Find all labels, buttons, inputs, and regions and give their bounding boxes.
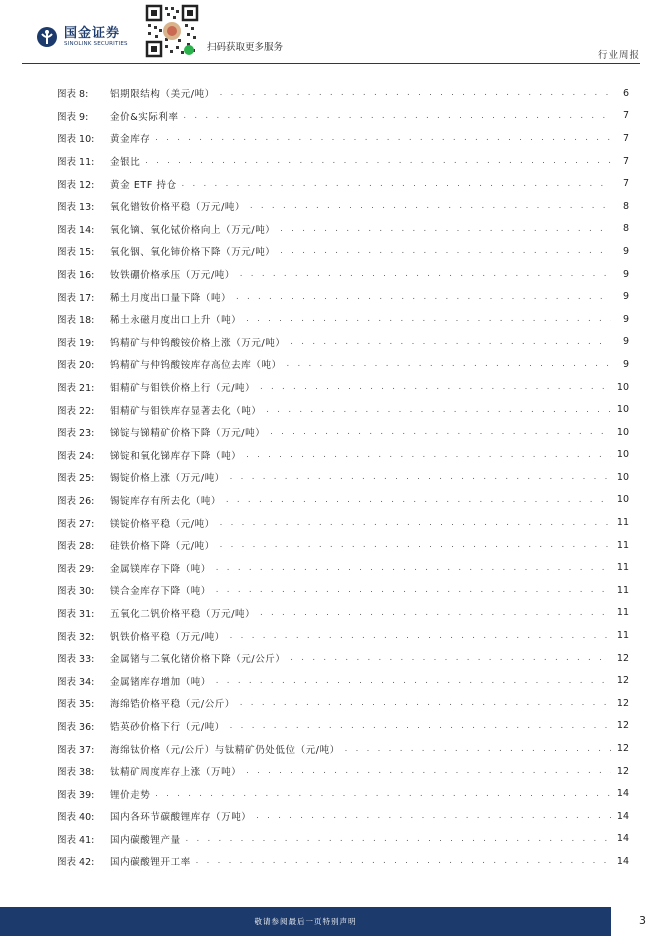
- toc-entry-page: 11: [616, 517, 629, 529]
- toc-entry[interactable]: [57, 308, 629, 331]
- toc-entry-label: 图表 13:: [57, 202, 95, 214]
- toc-entry[interactable]: [57, 127, 629, 150]
- toc-entry-page: 14: [616, 810, 629, 822]
- qr-caption: 扫码获取更多服务: [207, 42, 284, 53]
- toc-entry-title: 金属锗与二氧化锗价格下降（元/公斤）: [110, 654, 286, 666]
- toc-entry-label: 图表 9:: [57, 111, 89, 123]
- toc-entry-title: 海绵锆价格平稳（元/公斤）: [110, 699, 236, 711]
- toc-dot-leader: [229, 473, 611, 481]
- toc-entry[interactable]: [57, 105, 629, 128]
- toc-entry-title: 金价&实际利率: [110, 111, 179, 123]
- qr-code-icon[interactable]: [145, 4, 199, 58]
- toc-entry-page: 11: [616, 562, 629, 574]
- toc-entry[interactable]: [57, 466, 629, 489]
- toc-entry-label: 图表 33:: [57, 654, 95, 666]
- toc-entry-title: 稀土永磁月度出口上升（吨）: [110, 315, 242, 327]
- toc-dot-leader: [154, 790, 611, 798]
- toc-entry[interactable]: [57, 850, 629, 873]
- toc-dot-leader: [195, 857, 611, 865]
- toc-entry[interactable]: [57, 331, 629, 354]
- toc-entry-page: 11: [616, 630, 629, 642]
- logo-english-name: SINOLINK SECURITIES: [64, 40, 128, 47]
- page-number: 3: [639, 914, 646, 927]
- toc-dot-leader: [245, 451, 611, 459]
- toc-entry-page: 10: [616, 404, 629, 416]
- toc-entry-title: 锡锭库存有所去化（吨）: [110, 495, 222, 507]
- toc-entry-label: 图表 28:: [57, 541, 95, 553]
- toc-entry-page: 11: [616, 539, 629, 551]
- toc-dot-leader: [225, 496, 611, 504]
- toc-entry-page: 14: [616, 788, 629, 800]
- toc-entry-label: 图表 23:: [57, 428, 95, 440]
- toc-entry[interactable]: [57, 398, 629, 421]
- toc-entry-page: 8: [622, 223, 629, 235]
- toc-entry-title: 钒铁价格平稳（万元/吨）: [110, 631, 225, 643]
- toc-entry-title: 五氧化二钒价格平稳（万元/吨）: [110, 608, 256, 620]
- toc-entry[interactable]: [57, 376, 629, 399]
- toc-entry-label: 图表 38:: [57, 767, 95, 779]
- toc-dot-leader: [235, 293, 611, 301]
- toc-entry-page: 10: [616, 426, 629, 438]
- toc-entry-page: 10: [616, 494, 629, 506]
- toc-entry-page: 9: [622, 336, 629, 348]
- toc-entry-label: 图表 26:: [57, 495, 95, 507]
- toc-entry-page: 9: [622, 291, 629, 303]
- toc-entry-page: 12: [616, 720, 629, 732]
- toc-entry-label: 图表 18:: [57, 315, 95, 327]
- toc-entry-label: 图表 36:: [57, 721, 95, 733]
- toc-entry-title: 金银比: [110, 157, 141, 169]
- toc-entry-page: 7: [622, 132, 629, 144]
- toc-entry[interactable]: [57, 692, 629, 715]
- toc-entry[interactable]: [57, 82, 629, 105]
- toc-entry[interactable]: [57, 218, 629, 241]
- toc-entry-title: 国内碳酸锂产量: [110, 834, 181, 846]
- toc-entry-title: 铝期限结构（美元/吨）: [110, 89, 215, 101]
- toc-entry-title: 锆英砂价格下行（元/吨）: [110, 721, 225, 733]
- toc-dot-leader: [245, 767, 611, 775]
- toc-entry[interactable]: [57, 353, 629, 376]
- toc-entry[interactable]: [57, 195, 629, 218]
- toc-dot-leader: [245, 315, 611, 323]
- toc-entry-title: 钛精矿周度库存上涨（万吨）: [110, 767, 242, 779]
- toc-entry[interactable]: [57, 421, 629, 444]
- toc-entry[interactable]: [57, 782, 629, 805]
- toc-entry-page: 12: [616, 697, 629, 709]
- toc-entry-page: 6: [622, 87, 629, 99]
- toc-entry-title: 锡锭价格上涨（万元/吨）: [110, 473, 225, 485]
- toc-entry[interactable]: [57, 669, 629, 692]
- toc-entry[interactable]: [57, 579, 629, 602]
- toc-dot-leader: [286, 360, 611, 368]
- toc-entry[interactable]: [57, 489, 629, 512]
- company-logo: [36, 26, 128, 48]
- toc-entry[interactable]: [57, 760, 629, 783]
- toc-entry-title: 硅铁价格下降（元/吨）: [110, 541, 215, 553]
- toc-entry-page: 9: [622, 245, 629, 257]
- toc-dot-leader: [255, 812, 611, 820]
- toc-entry-page: 10: [616, 449, 629, 461]
- toc-entry[interactable]: [57, 647, 629, 670]
- toc-entry-title: 钨精矿与仲钨酸铵价格上涨（万元/吨）: [110, 337, 286, 349]
- toc-entry-label: 图表 10:: [57, 134, 95, 146]
- toc-entry-title: 国内碳酸锂开工率: [110, 857, 191, 869]
- toc-entry-title: 锑锭与锑精矿价格下降（万元/吨）: [110, 428, 266, 440]
- toc-entry-title: 钼精矿与钼铁价格上行（元/吨）: [110, 383, 256, 395]
- toc-entry-label: 图表 41:: [57, 834, 95, 846]
- toc-entry-title: 金属锗库存增加（吨）: [110, 676, 212, 688]
- toc-dot-leader: [239, 699, 611, 707]
- toc-entry-page: 9: [622, 268, 629, 280]
- toc-entry-label: 图表 15:: [57, 247, 95, 259]
- toc-entry-page: 11: [616, 584, 629, 596]
- toc-dot-leader: [181, 180, 611, 188]
- toc-entry-title: 氧化铟、氧化铈价格下降（万元/吨）: [110, 247, 276, 259]
- toc-entry-page: 10: [616, 381, 629, 393]
- toc-entry[interactable]: [57, 240, 629, 263]
- toc-entry-label: 图表 27:: [57, 518, 95, 530]
- toc-dot-leader: [185, 835, 611, 843]
- toc-entry-page: 12: [616, 652, 629, 664]
- toc-entry-page: 7: [622, 155, 629, 167]
- toc-entry-label: 图表 22:: [57, 405, 95, 417]
- report-type-label: 行业周报: [597, 50, 640, 61]
- toc-entry[interactable]: [57, 624, 629, 647]
- toc-entry-label: 图表 35:: [57, 699, 95, 711]
- toc-entry[interactable]: [57, 602, 629, 625]
- logo-mark-icon: [36, 26, 58, 48]
- toc-entry-title: 金属镁库存下降（吨）: [110, 563, 212, 575]
- toc-entry-label: 图表 24:: [57, 450, 95, 462]
- toc-entry-label: 图表 17:: [57, 292, 95, 304]
- toc-dot-leader: [144, 157, 611, 165]
- logo-chinese-name: 国金证券: [64, 25, 121, 41]
- toc-dot-leader: [259, 383, 611, 391]
- toc-dot-leader: [259, 609, 611, 617]
- toc-entry[interactable]: [57, 737, 629, 760]
- toc-entry-page: 12: [616, 765, 629, 777]
- toc-entry[interactable]: [57, 285, 629, 308]
- toc-entry[interactable]: [57, 511, 629, 534]
- toc-dot-leader: [215, 677, 611, 685]
- toc-entry[interactable]: [57, 534, 629, 557]
- toc-entry-label: 图表 14:: [57, 224, 95, 236]
- toc-entry-label: 图表 31:: [57, 608, 95, 620]
- page-footer: [0, 907, 662, 936]
- page-header: [0, 0, 662, 66]
- toc-entry-title: 稀土月度出口量下降（吨）: [110, 292, 232, 304]
- toc-entry-title: 钨精矿与仲钨酸铵库存高位去库（吨）: [110, 360, 282, 372]
- toc-entry-label: 图表 19:: [57, 337, 95, 349]
- toc-entry[interactable]: [57, 444, 629, 467]
- toc-entry-title: 锑锭和氧化锑库存下降（吨）: [110, 450, 242, 462]
- toc-dot-leader: [229, 722, 611, 730]
- toc-entry-title: 黄金 ETF 持仓: [110, 179, 177, 191]
- toc-dot-leader: [290, 338, 611, 346]
- toc-dot-leader: [290, 654, 611, 662]
- toc-entry-page: 11: [616, 607, 629, 619]
- toc-dot-leader: [229, 632, 611, 640]
- toc-dot-leader: [266, 406, 611, 414]
- header-divider: [22, 63, 640, 64]
- toc-dot-leader: [215, 564, 611, 572]
- toc-entry-title: 镁合金库存下降（吨）: [110, 586, 212, 598]
- toc-dot-leader: [269, 428, 611, 436]
- toc-entry-label: 图表 37:: [57, 744, 95, 756]
- toc-entry[interactable]: [57, 263, 629, 286]
- toc-entry-label: 图表 11:: [57, 157, 95, 169]
- toc-entry-label: 图表 34:: [57, 676, 95, 688]
- toc-entry-title: 锂价走势: [110, 789, 151, 801]
- toc-entry-label: 图表 20:: [57, 360, 95, 372]
- toc-entry-label: 图表 16:: [57, 270, 95, 282]
- toc-entry-title: 钕铁硼价格承压（万元/吨）: [110, 270, 236, 282]
- toc-dot-leader: [215, 586, 611, 594]
- toc-entry-label: 图表 40:: [57, 812, 95, 824]
- toc-entry-page: 14: [616, 833, 629, 845]
- toc-entry-label: 图表 12:: [57, 179, 95, 191]
- toc-entry-title: 氧化镝、氧化铽价格向上（万元/吨）: [110, 224, 276, 236]
- toc-entry-label: 图表 30:: [57, 586, 95, 598]
- toc-dot-leader: [219, 89, 611, 97]
- toc-entry-label: 图表 42:: [57, 857, 95, 869]
- toc-entry-page: 8: [622, 200, 629, 212]
- toc-entry[interactable]: [57, 556, 629, 579]
- toc-entry-page: 14: [616, 855, 629, 867]
- toc-entry-page: 7: [622, 178, 629, 190]
- toc-entry-page: 10: [616, 471, 629, 483]
- toc-entry-title: 镁锭价格平稳（元/吨）: [110, 518, 215, 530]
- toc-dot-leader: [219, 519, 611, 527]
- toc-entry-label: 图表 25:: [57, 473, 95, 485]
- toc-entry-title: 国内各环节碳酸锂库存（万吨）: [110, 812, 252, 824]
- toc-entry-page: 7: [622, 110, 629, 122]
- toc-entry-title: 黄金库存: [110, 134, 151, 146]
- toc-entry[interactable]: [57, 828, 629, 851]
- toc-dot-leader: [219, 541, 611, 549]
- toc-entry-label: 图表 39:: [57, 789, 95, 801]
- footer-bar: [0, 907, 611, 936]
- toc-entry-title: 氧化镨钕价格平稳（万元/吨）: [110, 202, 246, 214]
- toc-dot-leader: [183, 112, 611, 120]
- toc-entry[interactable]: [57, 172, 629, 195]
- toc-entry-label: 图表 29:: [57, 563, 95, 575]
- toc-entry-page: 12: [616, 675, 629, 687]
- toc-dot-leader: [249, 202, 611, 210]
- footer-disclaimer: 敬请参阅最后一页特别声明: [254, 917, 357, 926]
- toc-entry-page: 9: [622, 358, 629, 370]
- toc-dot-leader: [154, 134, 611, 142]
- toc-entry[interactable]: [57, 805, 629, 828]
- toc-entry-label: 图表 8:: [57, 89, 89, 101]
- toc-dot-leader: [344, 745, 611, 753]
- toc-entry-title: 海绵钛价格（元/公斤）与钛精矿仍处低位（元/吨）: [110, 744, 340, 756]
- toc-entry-label: 图表 21:: [57, 383, 95, 395]
- toc-dot-leader: [279, 247, 611, 255]
- toc-dot-leader: [279, 225, 611, 233]
- toc-entry-page: 9: [622, 313, 629, 325]
- toc-entry-page: 12: [616, 743, 629, 755]
- toc-entry[interactable]: [57, 715, 629, 738]
- toc-entry-label: 图表 32:: [57, 631, 95, 643]
- figure-index-list: [57, 82, 629, 873]
- toc-entry[interactable]: [57, 150, 629, 173]
- toc-entry-title: 钼精矿与钼铁库存显著去化（吨）: [110, 405, 262, 417]
- toc-dot-leader: [239, 270, 611, 278]
